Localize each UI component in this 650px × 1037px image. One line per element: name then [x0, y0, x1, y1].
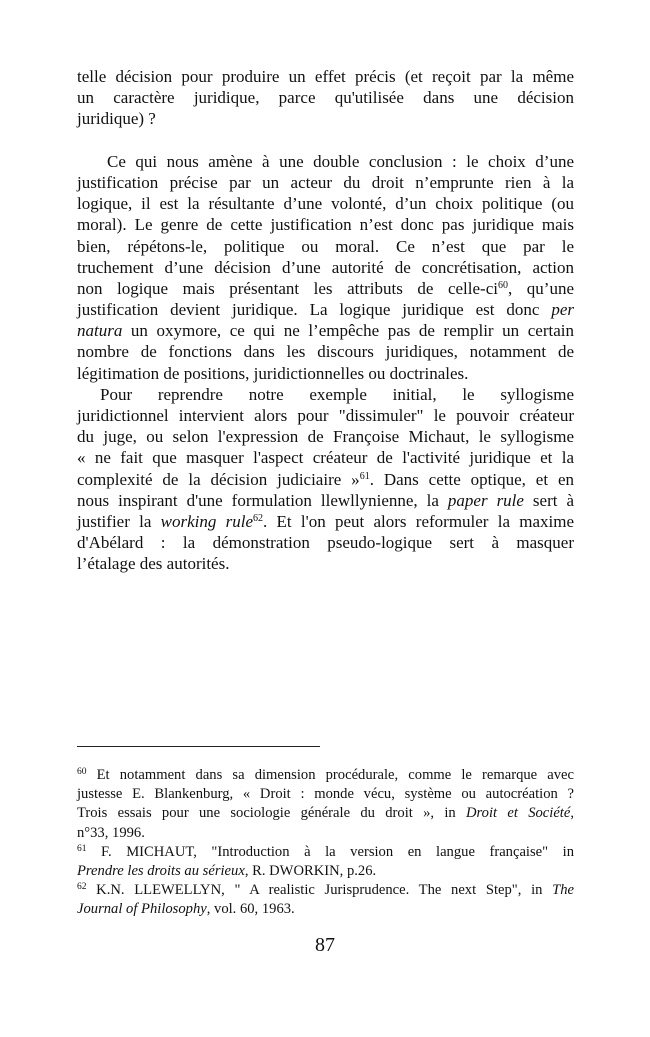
italic-text: per	[551, 300, 574, 320]
footnote-ref: 62	[253, 512, 264, 524]
footnote-line	[77, 900, 574, 919]
text-run: F. MICHAUT, "Introduction à la version en langue française" in	[86, 843, 574, 860]
italic-text: working rule	[160, 511, 254, 531]
paragraph-line	[77, 278, 574, 299]
paragraph	[77, 66, 574, 130]
text-run: nombre de fonctions dans les discours juridiques, notamment de	[77, 342, 574, 362]
paragraph-line	[77, 490, 574, 511]
text-run: Et notamment dans sa dimension procédurale, comme le remarque avec	[86, 767, 574, 783]
footnote-line	[77, 766, 574, 785]
footnote-line	[77, 804, 574, 823]
text-run: ,	[570, 805, 574, 822]
footnote	[77, 843, 574, 881]
footnote-ref: 60	[77, 767, 87, 777]
text-run: d'Abélard : la démonstration pseudo-logique sert à masquer	[77, 533, 574, 553]
text-run: Pour reprendre notre exemple initial, le syllogisme	[100, 384, 574, 404]
text-run: Trois essais pour une sociologie générale du droit », in	[77, 805, 466, 822]
text-run: . Dans cette optique, et en	[369, 469, 575, 489]
text-run: justifier la	[77, 511, 161, 531]
footnotes	[77, 766, 574, 920]
text-run: , R. DWORKIN, p.26.	[244, 862, 377, 879]
paragraph-gap	[77, 130, 574, 151]
text-run: du juge, ou selon l'expression de Françoise Michaut, le syllogisme	[77, 427, 574, 447]
body-text	[77, 66, 574, 575]
paragraph-line	[77, 511, 574, 532]
text-run: n°33, 1996.	[77, 824, 145, 841]
footnote-ref: 61	[77, 843, 87, 854]
paragraph-line	[77, 66, 574, 87]
italic-text: Prendre les droits au sérieux	[77, 862, 245, 879]
paragraph-line	[77, 87, 574, 108]
paragraph	[77, 151, 574, 384]
text-run: juridictionnel intervient alors pour "dissimuler" le pouvoir créateur	[77, 406, 574, 425]
paragraph-line	[77, 236, 574, 257]
paragraph-line	[77, 257, 574, 278]
text-run: non logique mais présentant les attributs de celle-ci	[77, 278, 498, 298]
text-run: l’étalage des autorités.	[77, 554, 230, 574]
footnote-line	[77, 785, 574, 804]
paragraph-line	[77, 299, 574, 320]
text-run: , vol. 60, 1963.	[206, 901, 295, 918]
text-run: Ce qui nous amène à une double conclusion : le choix d’une	[107, 151, 574, 171]
text-run: complexité de la décision judiciaire »	[77, 469, 360, 489]
footnote-line	[77, 824, 574, 843]
text-run: justification devient juridique. La logique juridique est donc	[77, 300, 552, 320]
page-number: 87	[315, 934, 335, 956]
text-run: « ne fait que masquer l'aspect créateur de l'activité juridique et la	[77, 448, 574, 468]
text-run: logique, il est la résultante d’une volonté, d’un choix politique (ou	[77, 194, 574, 214]
italic-text: Droit et Société	[466, 805, 571, 822]
text-run: sert à	[523, 490, 575, 510]
footnote-separator	[77, 746, 320, 747]
paragraph-line	[77, 447, 574, 468]
text-run: légitimation de positions, juridictionnelles ou doctrinales.	[77, 363, 469, 383]
paragraph-line	[77, 363, 574, 384]
paragraph-line	[77, 384, 574, 405]
text-run: justesse E. Blankenburg, « Droit : monde vécu, système ou autocréation ?	[77, 786, 574, 803]
text-run: truchement d’une décision d’une autorité de concrétisation, action	[77, 257, 574, 277]
footnote	[77, 881, 574, 919]
paragraph-line	[77, 469, 574, 490]
paragraph-line	[77, 553, 574, 574]
paragraph-line	[77, 341, 574, 362]
italic-text: natura	[77, 321, 123, 341]
italic-text: paper rule	[447, 490, 524, 510]
paragraph-line	[77, 193, 574, 214]
italic-text: Journal of Philosophy	[77, 901, 207, 918]
text-run: bien, répétons-le, politique ou moral. Ce n’est que par le	[77, 236, 574, 256]
paragraph-line	[77, 214, 574, 235]
text-run: nous inspirant d'une formulation llewllynienne, la	[77, 490, 448, 510]
paragraph-line	[77, 405, 574, 426]
text-run: K.N. LLEWELLYN, " A realistic Jurisprudence. The next Step", in	[86, 882, 553, 899]
text-run: juridique) ?	[77, 109, 156, 129]
footnote	[77, 766, 574, 843]
paragraph-line	[77, 172, 574, 193]
footnote-ref: 62	[77, 882, 87, 893]
footnote-line	[77, 843, 574, 862]
footnote-ref: 61	[359, 470, 370, 482]
paragraph-line	[77, 320, 574, 341]
paragraph-line	[77, 426, 574, 447]
italic-text: The	[552, 882, 574, 899]
text-run: un caractère juridique, parce qu'utilisée dans une décision	[77, 88, 574, 108]
paragraph	[77, 384, 574, 575]
paragraph-line	[77, 108, 574, 129]
footnote-ref: 60	[497, 279, 508, 291]
text-run: , qu’une	[507, 278, 574, 298]
text-run: justification précise par un acteur du droit n’emprunte rien à la	[77, 172, 574, 192]
footnote-line	[77, 881, 574, 900]
paragraph-line	[77, 151, 574, 172]
text-run: telle décision pour produire un effet précis (et reçoit par la même	[77, 67, 574, 86]
text-run: . Et l'on peut alors reformuler la maxime	[263, 511, 575, 531]
text-run: un oxymore, ce qui ne l’empêche pas de remplir un certain	[122, 321, 574, 341]
text-run: moral). Le genre de cette justification n’est donc pas juridique mais	[77, 215, 574, 235]
paragraph-line	[77, 532, 574, 553]
footnote-line	[77, 862, 574, 881]
